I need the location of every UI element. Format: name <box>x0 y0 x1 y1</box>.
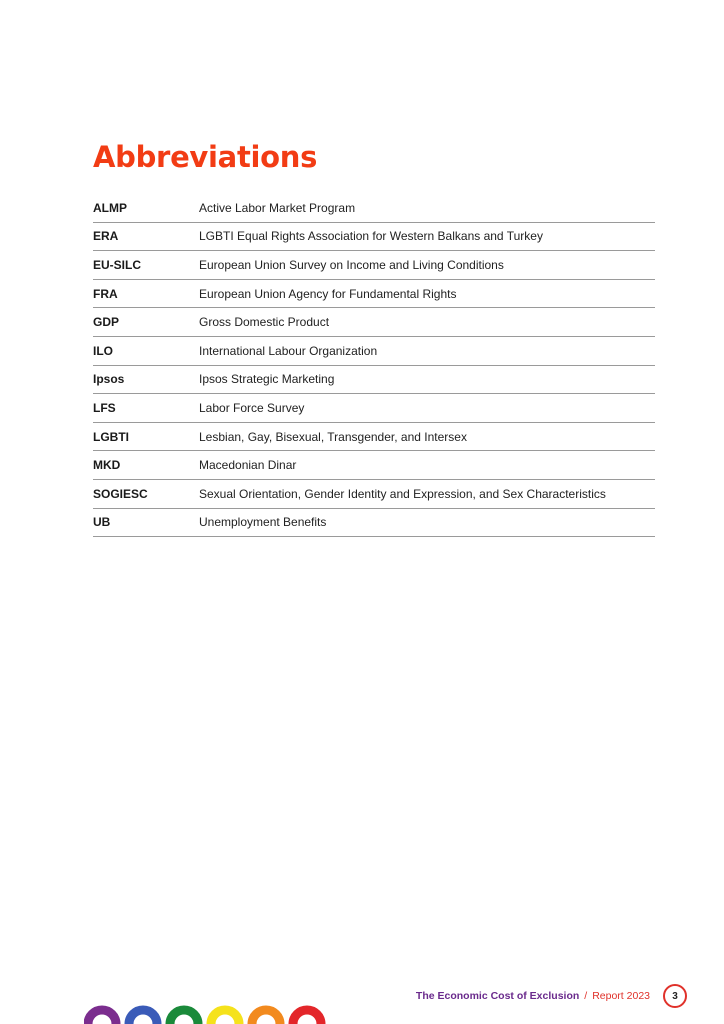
abbreviation-row <box>93 337 655 366</box>
abbreviation-definition: Macedonian Dinar <box>199 458 297 473</box>
abbreviation-definition: Active Labor Market Program <box>199 200 356 215</box>
abbreviation-definition: Gross Domestic Product <box>199 315 330 330</box>
abbreviation-definition: Labor Force Survey <box>199 400 305 415</box>
abbreviation-row <box>93 451 655 480</box>
abbreviation-term: MKD <box>93 458 121 473</box>
footer-separator: / <box>584 990 588 1002</box>
abbreviation-term: EU-SILC <box>93 257 141 272</box>
abbreviation-term: LGBTI <box>93 429 129 444</box>
abbreviation-definition: Sexual Orientation, Gender Identity and Expression, and Sex Characteristics <box>199 486 606 501</box>
footer-publication-title: The Economic Cost of Exclusion <box>415 990 580 1002</box>
abbreviations-table <box>93 194 655 537</box>
decorative-ring <box>129 1010 157 1024</box>
abbreviation-term: ERA <box>93 229 119 244</box>
abbreviation-definition: International Labour Organization <box>199 343 378 358</box>
abbreviation-row <box>93 251 655 280</box>
decorative-ring <box>293 1010 321 1024</box>
abbreviation-row <box>93 394 655 423</box>
abbreviation-term: Ipsos <box>93 372 125 387</box>
rainbow-rings-decoration <box>84 1003 334 1024</box>
abbreviation-definition: LGBTI Equal Rights Association for Western Balkans and Turkey <box>199 229 543 244</box>
abbreviation-row <box>93 280 655 309</box>
decorative-ring <box>211 1010 239 1024</box>
footer-report-label: Report 2023 <box>592 990 650 1002</box>
abbreviation-term: GDP <box>93 315 120 330</box>
decorative-ring <box>170 1010 198 1024</box>
abbreviation-term: FRA <box>93 286 118 301</box>
abbreviation-row <box>93 366 655 395</box>
abbreviation-definition: European Union Agency for Fundamental Rights <box>199 286 457 301</box>
abbreviation-term: ILO <box>93 343 113 358</box>
abbreviation-term: SOGIESC <box>93 486 148 501</box>
abbreviation-row <box>93 308 655 337</box>
page-number-badge <box>663 984 687 1008</box>
abbreviation-row <box>93 223 655 252</box>
abbreviation-definition: European Union Survey on Income and Living Conditions <box>199 257 504 272</box>
decorative-ring <box>252 1010 280 1024</box>
abbreviation-row <box>93 480 655 509</box>
page-footer <box>416 990 650 1002</box>
abbreviation-row <box>93 423 655 452</box>
page-title: Abbreviations <box>93 140 318 174</box>
decorative-ring <box>88 1010 116 1024</box>
abbreviation-term: ALMP <box>93 200 127 215</box>
abbreviation-term: LFS <box>93 400 116 415</box>
abbreviation-definition: Unemployment Benefits <box>199 515 327 530</box>
abbreviation-row <box>93 194 655 223</box>
abbreviation-definition: Ipsos Strategic Marketing <box>199 372 335 387</box>
abbreviation-definition: Lesbian, Gay, Bisexual, Transgender, and Intersex <box>199 429 467 444</box>
abbreviation-row <box>93 509 655 538</box>
page-number: 3 <box>672 990 678 1002</box>
abbreviation-term: UB <box>93 515 111 530</box>
